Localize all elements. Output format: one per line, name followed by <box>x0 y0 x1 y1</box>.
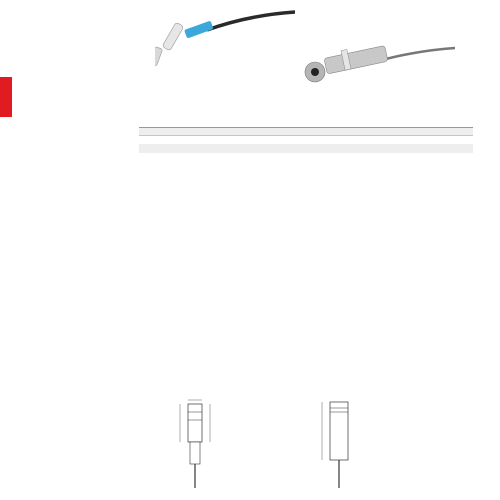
weight-b <box>292 136 473 145</box>
model-m8-title <box>172 110 292 119</box>
label-weight <box>139 136 172 145</box>
product-image-m8 <box>155 0 295 100</box>
range-a1 <box>172 119 232 128</box>
drawing-m12 <box>310 392 370 492</box>
label-size <box>139 110 172 119</box>
drawing-m8 <box>170 392 240 492</box>
weight-a <box>172 136 292 145</box>
label-cert <box>139 144 172 153</box>
cert-a <box>172 144 292 153</box>
range-b1 <box>292 119 352 128</box>
cert-b <box>292 144 473 153</box>
range-a2 <box>232 119 292 128</box>
conn-b <box>292 127 473 136</box>
label-connection <box>139 127 172 136</box>
model-m12-title <box>292 110 473 119</box>
range-b3 <box>413 119 473 128</box>
spec-table <box>139 110 473 153</box>
product-image-m12 <box>295 20 455 100</box>
label-range <box>139 119 172 128</box>
conn-a <box>172 127 292 136</box>
accent-bar <box>0 77 12 117</box>
range-b2 <box>353 119 413 128</box>
